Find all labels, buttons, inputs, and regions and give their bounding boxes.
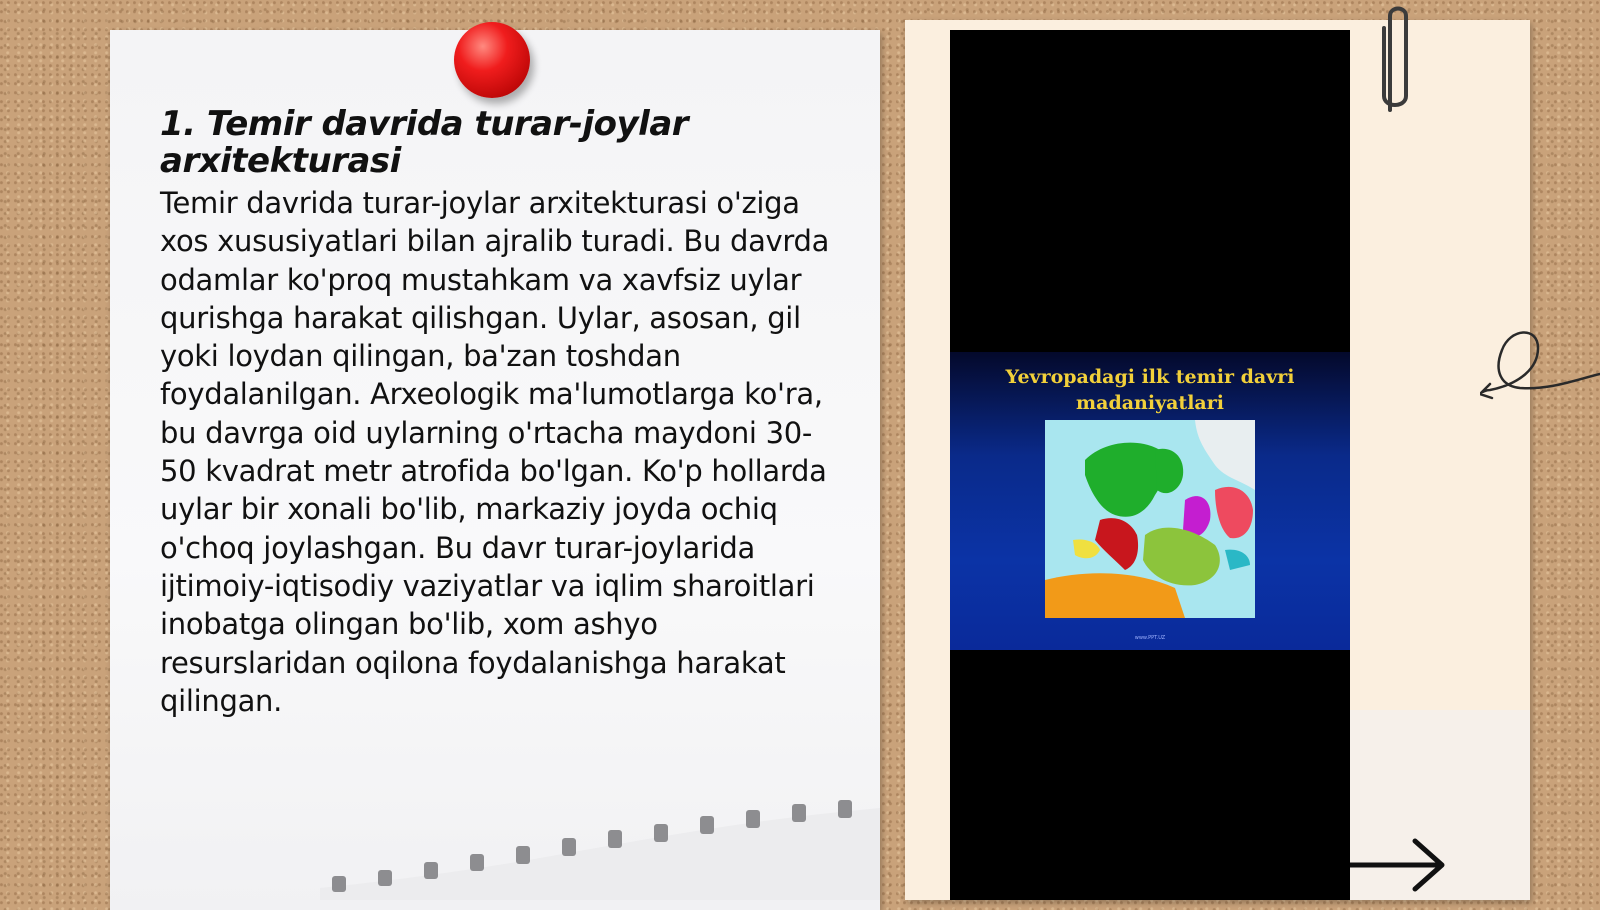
torn-paper-edge: [320, 800, 880, 900]
embedded-slide-image: [950, 352, 1350, 650]
scribble-icon: [1480, 310, 1600, 410]
paperclip-icon: [1376, 0, 1416, 126]
arrow-right-icon: [1350, 835, 1450, 895]
slide-title: 1. Temir davrida turar-joylar arxitekturasi: [160, 104, 689, 181]
europe-map-image: [1045, 420, 1255, 618]
embedded-slide-footer: www.PPT.UZ: [1134, 635, 1166, 641]
body-paragraph: Temir davrida turar-joylar arxitekturasi o'ziga xos xususiyatlari bilan ajralib turadi. Bu davrda odamlar ko'proq mustahkam va xavfsiz uylar qurishga harakat qilishgan. Uylar, asosan, gil yoki loydan qilingan, ba'zan toshdan foydalanilgan. Arxeologik ma'lumotlarga ko'ra, bu davrga oid uylarning o'rtacha maydoni 30-50 kvadrat metr atrofida bo'lgan. Ko'p hollarda uylar bir xonali bo'lib, markaziy joyda ochiq o'choq joylashgan. Bu davr turar-joylarida ijtimoiy-iqtisodiy vaziyatlar va iqlim sharoitlari inobatga olingan bo'lib, xom ashyo resurslaridan oqilona foydalanishga harakat qilingan.: [160, 186, 830, 718]
embedded-slide-title: Yevropadagi ilk temir davri madaniyatlari: [1005, 366, 1295, 414]
pushpin-icon: [454, 22, 530, 98]
